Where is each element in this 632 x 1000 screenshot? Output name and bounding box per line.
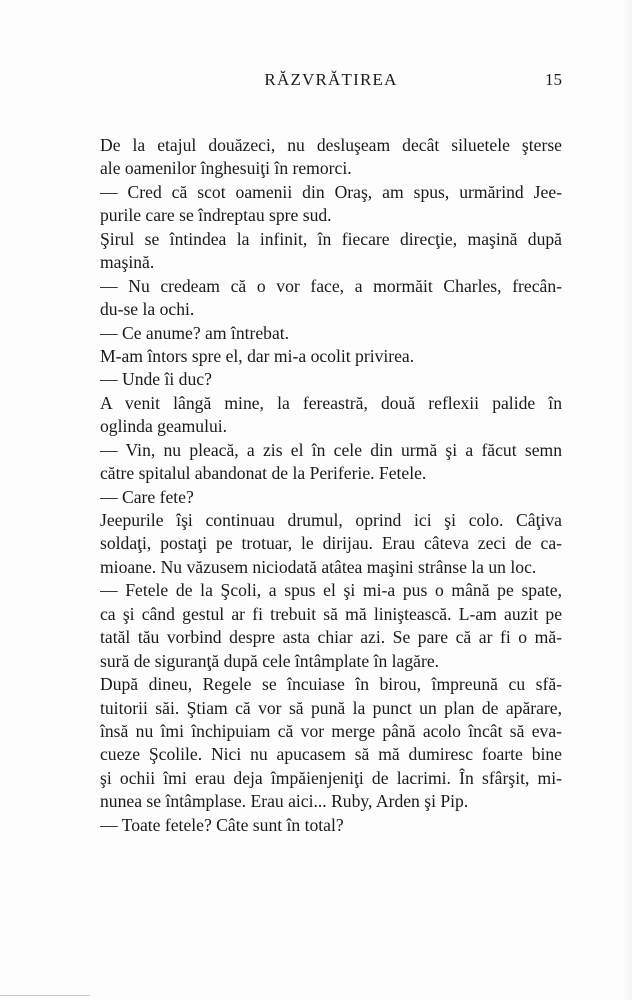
- text-line: cueze Şcolile. Nici nu apucasem să mă dumiresc foarte bine: [100, 744, 562, 765]
- bottom-edge-line: [0, 995, 90, 996]
- text-line: tatăl tău vorbind despre asta chiar azi. Se pare că ar fi o mă-: [100, 627, 562, 648]
- text-line: De la etajul douăzeci, nu desluşeam decât siluetele şterse: [100, 135, 562, 155]
- text-line: du-se la ochi.: [100, 299, 195, 320]
- running-header: [100, 70, 562, 98]
- text-line: M-am întors spre el, dar mi-a ocolit privirea.: [100, 345, 415, 366]
- text-line: mioane. Nu văzusem niciodată atâtea maşini strânse la un loc.: [100, 556, 537, 577]
- text-line: Jeepurile îşi continuau drumul, oprind ici şi colo. Câţiva: [100, 510, 562, 530]
- text-line: sură de siguranţă după cele întâmplate în lagăre.: [100, 650, 440, 671]
- text-line: maşină.: [100, 252, 155, 273]
- text-line: — Ce anume? am întrebat.: [100, 322, 290, 343]
- text-line: — Vin, nu pleacă, a zis el în cele din urmă şi a făcut semn: [100, 439, 562, 460]
- text-line: — Care fete?: [100, 486, 194, 507]
- text-line: ca şi când gestul ar fi trebuit să mă liniştească. L-am auzit pe: [100, 603, 562, 624]
- page-number: 15: [545, 70, 562, 89]
- text-line: ale oamenilor înghesuiţi în remorci.: [100, 158, 352, 179]
- body-text: [100, 134, 562, 837]
- text-line: purile care se îndreptau spre sud.: [100, 205, 332, 226]
- text-line: — Toate fetele? Câte sunt în total?: [100, 814, 344, 835]
- text-line: şi ochii îmi erau deja împăienjeniţi de lacrimi. În sfârşit, mi-: [100, 767, 562, 788]
- text-line: Şirul se întindea la infinit, în fiecare direcţie, maşină după: [100, 228, 562, 249]
- text-line: însă nu îmi închipuiam că vor merge până acolo încât să eva-: [100, 720, 562, 741]
- text-line: către spitalul abandonat de la Periferie. Fetele.: [100, 463, 427, 484]
- text-line: — Cred că scot oamenii din Oraş, am spus, urmărind Jee-: [100, 181, 562, 202]
- text-line: A venit lângă mine, la fereastră, două reflexii palide în: [100, 392, 562, 413]
- text-line: — Nu credeam că o vor face, a mormăit Charles, frecân-: [100, 275, 562, 296]
- chapter-title: RĂZVRĂTIREA: [264, 70, 398, 89]
- text-line: nunea se întâmplase. Erau aici... Ruby, Arden şi Pip.: [100, 791, 469, 812]
- text-line: oglinda geamului.: [100, 416, 228, 437]
- text-line: — Unde îi duc?: [100, 369, 212, 390]
- text-line: — Fetele de la Şcoli, a spus el şi mi-a pus o mână pe spate,: [100, 580, 562, 601]
- text-line: soldaţi, postaţi pe trotuar, le dirijau. Erau câteva zeci de ca-: [100, 533, 562, 554]
- scan-shadow: [622, 0, 632, 1000]
- text-line: După dineu, Regele se încuiase în birou, împreună cu sfă-: [100, 674, 562, 695]
- text-line: tuitorii săi. Ştiam că vor să pună la punct un plan de apărare,: [100, 697, 562, 718]
